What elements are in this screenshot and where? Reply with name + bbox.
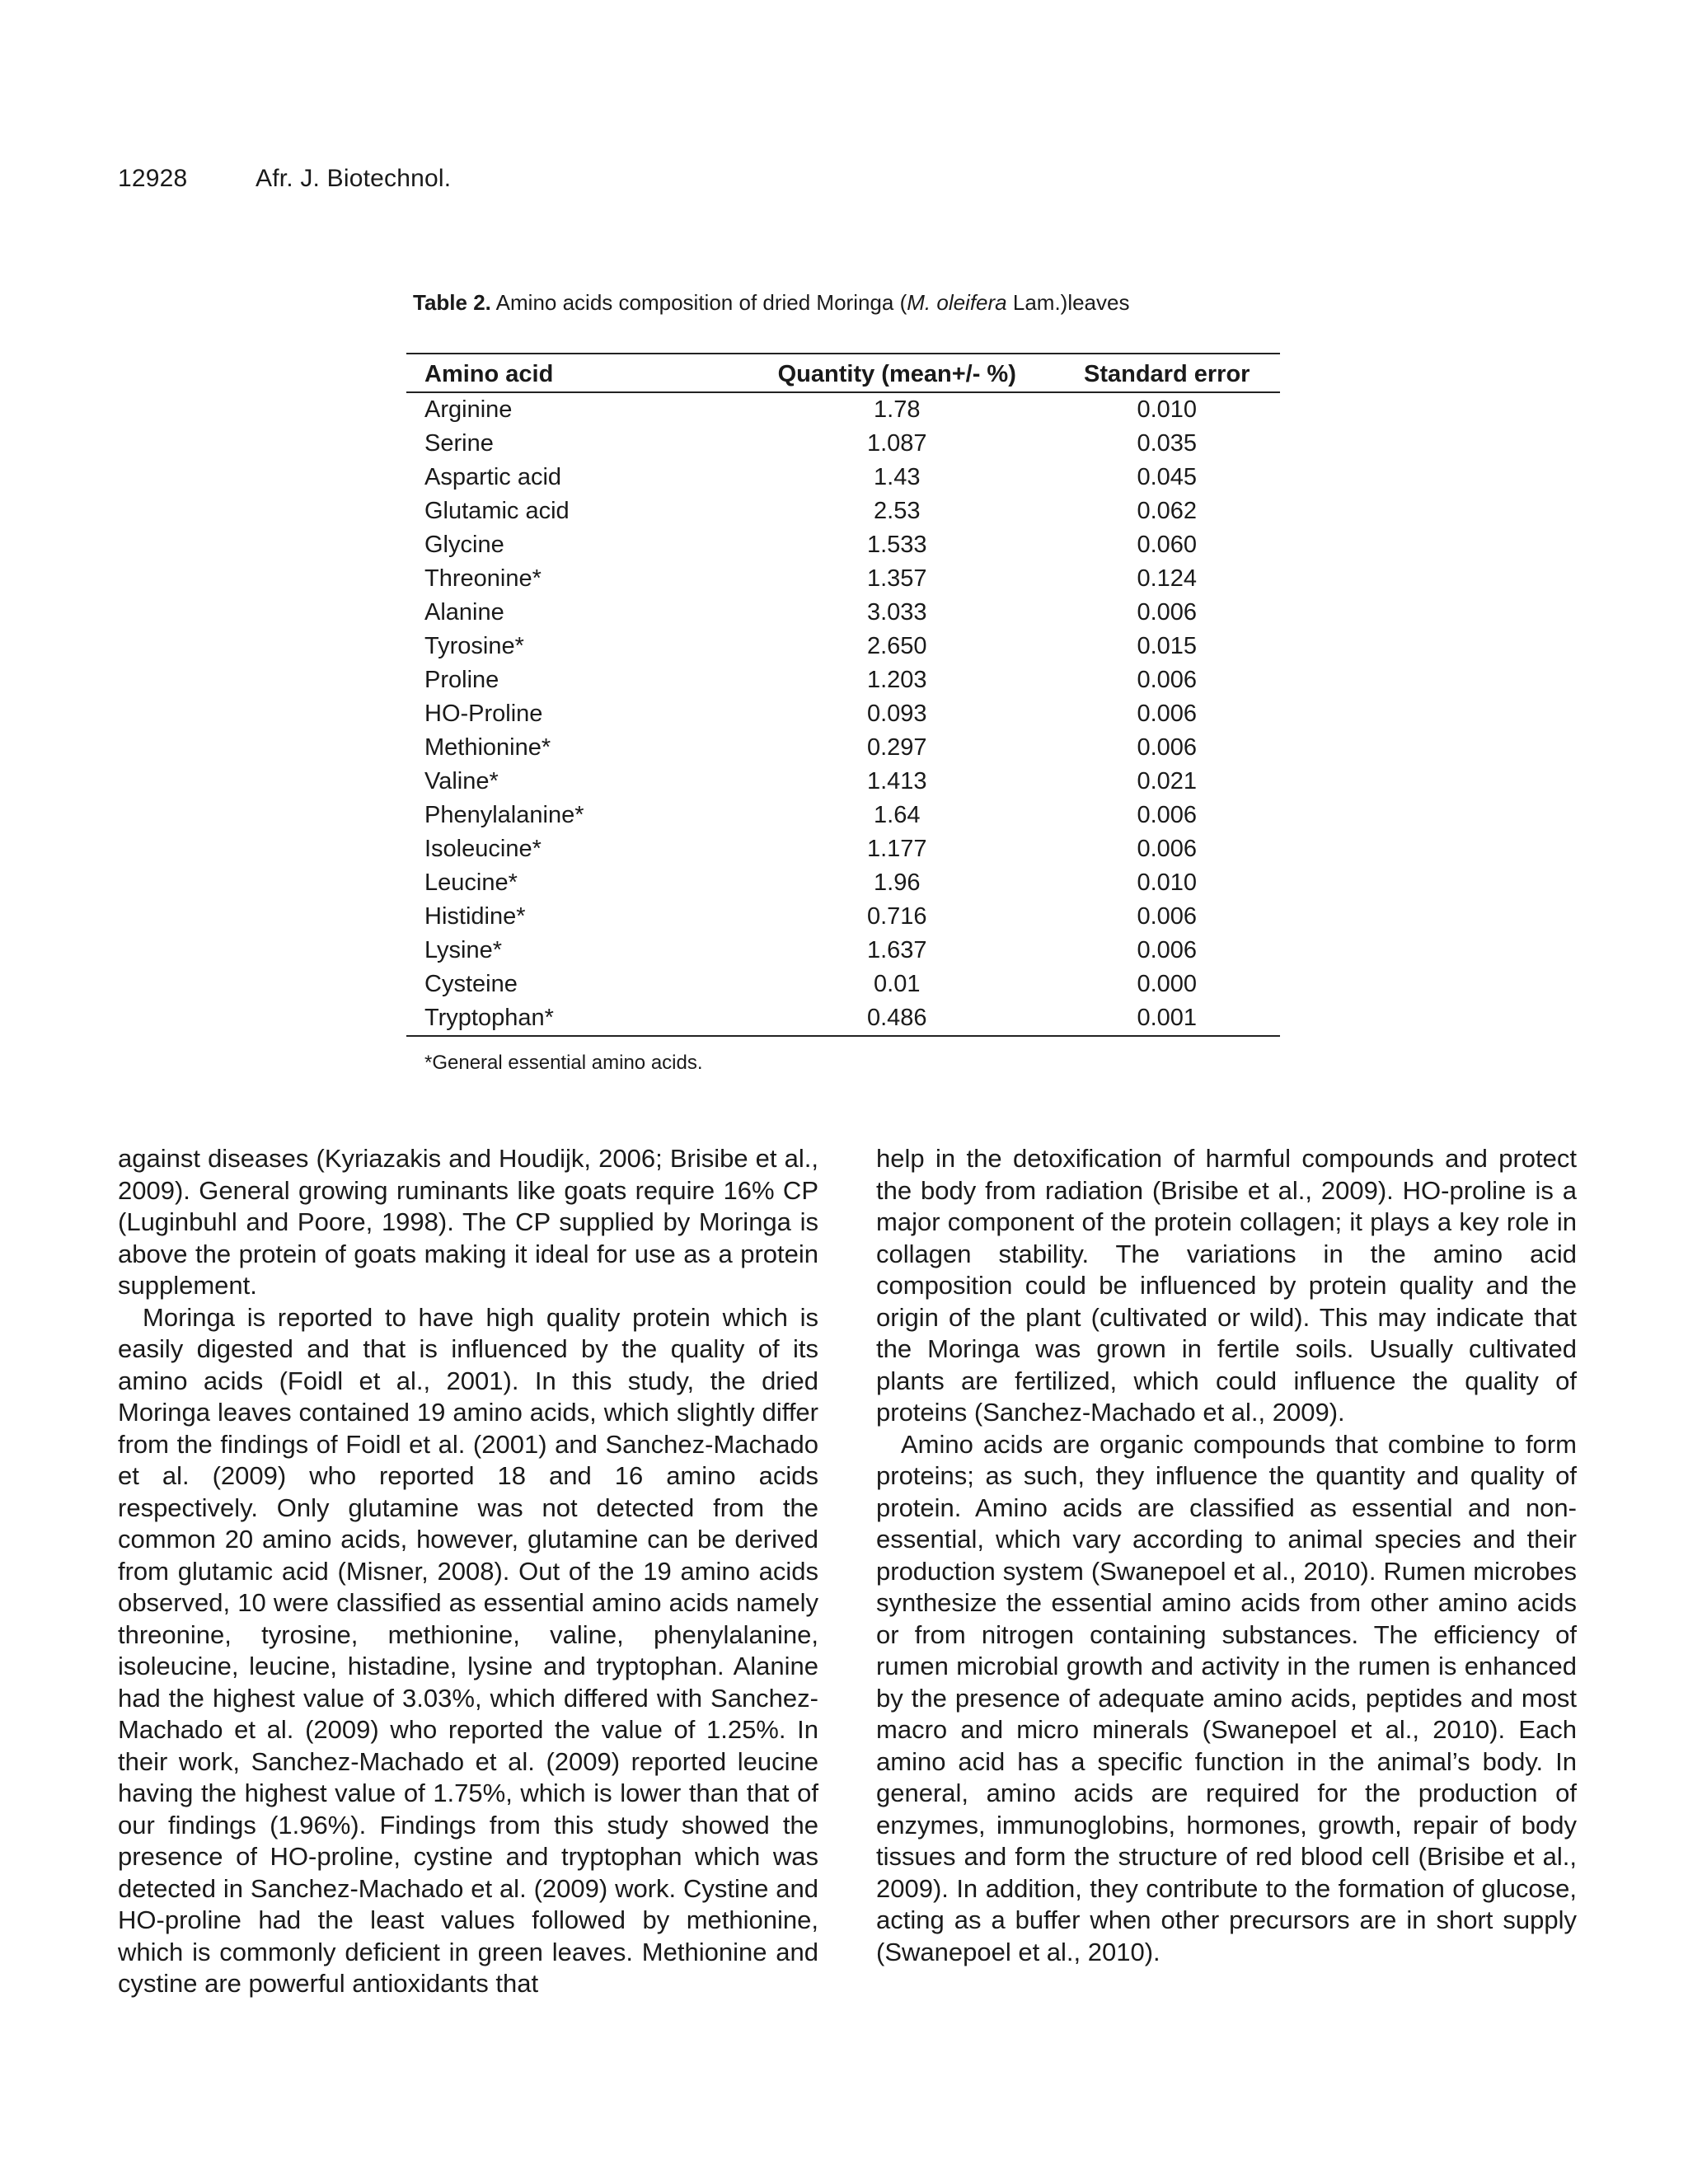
running-header <box>118 165 451 193</box>
col-header-quantity: Quantity (mean+/- %) <box>740 354 1053 392</box>
table-caption <box>413 290 1280 316</box>
table-row <box>406 799 1280 832</box>
table-row <box>406 900 1280 934</box>
cell-amino-acid: Isoleucine* <box>424 836 542 862</box>
cell-standard-error: 0.010 <box>1137 396 1198 423</box>
cell-standard-error: 0.006 <box>1137 937 1198 963</box>
table-row <box>406 630 1280 663</box>
table-caption-text: Amino acids composition of dried Moringa ( <box>490 290 907 315</box>
cell-amino-acid: Proline <box>424 667 499 693</box>
cell-standard-error: 0.045 <box>1137 464 1198 490</box>
cell-quantity: 1.533 <box>866 532 927 558</box>
paragraph: help in the detoxification of harmful compounds and protect the body from radiation (Brisibe et al., 2009). HO-proline is a major component of the protein collagen; it plays a key role in collagen stability. The variations in the amino acid composition could be influenced by protein quality and the origin of the plant (cultivated or wild). This may indicate that the Moringa was grown in fertile soils. Usually cultivated plants are fertilized, which could influence the quality of proteins (Sanchez-Machado et al., 2009). <box>876 1144 1577 1427</box>
table-caption-species: M. oleifera <box>907 290 1007 315</box>
cell-amino-acid: Serine <box>424 430 494 457</box>
cell-amino-acid: Aspartic acid <box>424 464 562 490</box>
paragraph: Amino acids are organic compounds that combine to form proteins; as such, they influence the quantity and quality of protein. Amino acids are classified as essential and non-essential, which vary according to animal species and their production system (Swanepoel et al., 2010). Rumen microbes synthesize the essential amino acids from other amino acids or from nitrogen containing substances. The efficiency of rumen microbial growth and activity in the rumen is enhanced by the presence of adequate amino acids, peptides and most macro and micro minerals (Swanepoel et al., 2010). Each amino acid has a specific function in the animal’s body. In general, amino acids are required for the production of enzymes, immunoglobins, hormones, growth, repair of body tissues and form the structure of red blood cell (Brisibe et al., 2009). In addition, they contribute to the formation of glucose, acting as a buffer when other precursors are in short supply (Swanepoel et al., 2010). <box>876 1429 1577 1966</box>
table-caption-label: Table 2. <box>413 290 491 315</box>
cell-quantity: 1.357 <box>866 565 927 592</box>
table-row <box>406 392 1280 427</box>
col-header-amino-acid: Amino acid <box>406 354 740 392</box>
cell-quantity: 0.716 <box>866 903 927 930</box>
cell-standard-error: 0.006 <box>1137 667 1198 693</box>
cell-amino-acid: Alanine <box>424 599 504 626</box>
cell-amino-acid: HO-Proline <box>424 701 543 727</box>
table-row <box>406 562 1280 596</box>
cell-standard-error: 0.124 <box>1137 565 1198 592</box>
table-row <box>406 494 1280 528</box>
cell-quantity: 0.093 <box>866 701 927 727</box>
cell-amino-acid: Arginine <box>424 396 513 423</box>
table-caption-text-end: Lam.)leaves <box>1006 290 1130 315</box>
cell-amino-acid: Tryptophan* <box>406 1001 740 1036</box>
cell-quantity: 1.78 <box>874 396 921 423</box>
page-number: 12928 <box>118 165 188 192</box>
cell-standard-error: 0.006 <box>1137 802 1198 828</box>
table-header-row <box>406 354 1280 392</box>
cell-standard-error: 0.015 <box>1137 633 1198 659</box>
cell-quantity: 1.43 <box>874 464 921 490</box>
cell-quantity: 0.486 <box>740 1001 1053 1036</box>
cell-quantity: 0.01 <box>874 971 921 997</box>
cell-quantity: 0.297 <box>866 734 927 761</box>
table-row <box>406 697 1280 731</box>
cell-amino-acid: Leucine* <box>424 869 518 896</box>
cell-quantity: 2.650 <box>866 633 927 659</box>
cell-standard-error: 0.006 <box>1137 836 1198 862</box>
table-row <box>406 461 1280 494</box>
cell-quantity: 1.413 <box>866 768 927 794</box>
cell-quantity: 1.203 <box>866 667 927 693</box>
col-header-standard-error: Standard error <box>1053 354 1280 392</box>
body-column-right <box>876 1143 1577 1968</box>
paragraph: against diseases (Kyriazakis and Houdijk, 2006; Brisibe et al., 2009). General growing ruminants like goats require 16% CP (Luginbuhl and Poore, 1998). The CP supplied by Moringa is above the protein of goats making it ideal for use as a protein supplement. <box>118 1144 818 1300</box>
cell-standard-error: 0.035 <box>1137 430 1198 457</box>
table-row <box>406 427 1280 461</box>
cell-amino-acid: Glutamic acid <box>424 498 570 524</box>
cell-standard-error: 0.062 <box>1137 498 1198 524</box>
cell-amino-acid: Phenylalanine* <box>424 802 584 828</box>
cell-standard-error: 0.006 <box>1137 701 1198 727</box>
cell-quantity: 1.087 <box>866 430 927 457</box>
cell-amino-acid: Lysine* <box>424 937 503 963</box>
cell-standard-error: 0.006 <box>1137 903 1198 930</box>
body-column-left <box>118 1143 818 2000</box>
cell-amino-acid: Tyrosine* <box>424 633 524 659</box>
table-row <box>406 934 1280 968</box>
table-row <box>406 596 1280 630</box>
cell-standard-error: 0.000 <box>1137 971 1198 997</box>
cell-amino-acid: Threonine* <box>424 565 542 592</box>
cell-standard-error: 0.006 <box>1137 599 1198 626</box>
table-2 <box>406 290 1280 1075</box>
cell-quantity: 1.64 <box>874 802 921 828</box>
cell-standard-error: 0.001 <box>1053 1001 1280 1036</box>
cell-quantity: 1.177 <box>866 836 927 862</box>
paragraph: Moringa is reported to have high quality protein which is easily digested and that is influenced by the quality of its amino acids (Foidl et al., 2001). In this study, the dried Moringa leaves contained 19 amino acids, which slightly differ from the findings of Foidl et al. (2001) and Sanchez-Machado et al. (2009) who reported 18 and 16 amino acids respectively. Only glutamine was not detected from the common 20 amino acids, however, glutamine can be derived from glutamic acid (Misner, 2008). Out of the 19 amino acids observed, 10 were classified as essential amino acids namely threonine, tyrosine, methionine, valine, phenylalanine, isoleucine, leucine, histadine, lysine and tryptophan. Alanine had the highest value of 3.03%, which differed with Sanchez-Machado et al. (2009) who reported the value of 1.25%. In their work, Sanchez-Machado et al. (2009) reported leucine having the highest value of 1.75%, which is lower than that of our findings (1.96%). Findings from this study showed the presence of HO-proline, cystine and tryptophan which was detected in Sanchez-Machado et al. (2009) work. Cystine and HO-proline had the least values followed by methionine, which is commonly deficient in green leaves. Methionine and cystine are powerful antioxidants that <box>118 1302 818 1998</box>
table-footnote: *General essential amino acids. <box>424 1052 703 1074</box>
cell-standard-error: 0.021 <box>1137 768 1198 794</box>
table-row <box>406 528 1280 562</box>
table-row <box>406 663 1280 697</box>
journal-name: Afr. J. Biotechnol. <box>256 165 452 192</box>
cell-quantity: 2.53 <box>874 498 921 524</box>
table-row <box>406 968 1280 1001</box>
table-row <box>406 832 1280 866</box>
table-row <box>406 866 1280 900</box>
amino-acid-table <box>406 353 1280 1037</box>
cell-quantity: 1.96 <box>874 869 921 896</box>
cell-amino-acid: Valine* <box>424 768 499 794</box>
cell-amino-acid: Methionine* <box>424 734 551 761</box>
cell-standard-error: 0.006 <box>1137 734 1198 761</box>
cell-amino-acid: Glycine <box>424 532 504 558</box>
table-row <box>406 1001 1280 1036</box>
table-row <box>406 765 1280 799</box>
cell-amino-acid: Histidine* <box>424 903 526 930</box>
cell-amino-acid: Cysteine <box>424 971 518 997</box>
cell-quantity: 1.637 <box>866 937 927 963</box>
cell-quantity: 3.033 <box>866 599 927 626</box>
cell-standard-error: 0.010 <box>1137 869 1198 896</box>
table-row <box>406 731 1280 765</box>
cell-standard-error: 0.060 <box>1137 532 1198 558</box>
